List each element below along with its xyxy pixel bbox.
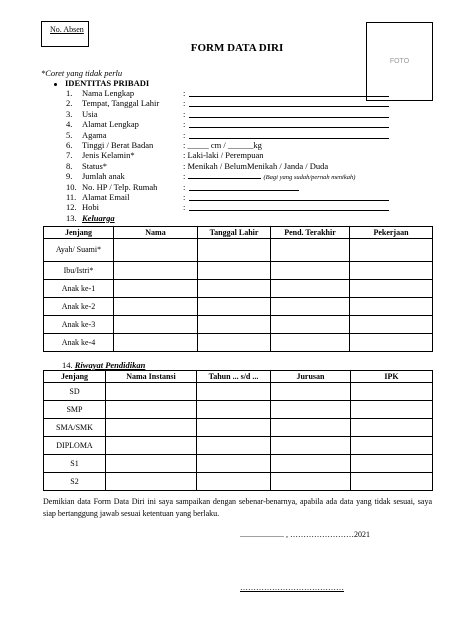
- table-row: [44, 383, 433, 401]
- field-colon: :: [183, 119, 186, 130]
- form-title: FORM DATA DIRI: [190, 42, 284, 54]
- place-date-line[interactable]: ...................... , ……………………2021: [240, 530, 370, 539]
- signature-line[interactable]: …………………………………: [240, 583, 344, 592]
- table-cell[interactable]: [351, 419, 433, 437]
- table-cell[interactable]: [350, 280, 433, 298]
- field-label: Alamat Lengkap: [82, 119, 139, 130]
- table-cell[interactable]: [198, 239, 271, 262]
- field-label: Hobi: [82, 202, 99, 213]
- field-number: 4.: [66, 119, 73, 130]
- field-input-line[interactable]: [189, 210, 389, 211]
- field-label: Status*: [82, 160, 108, 171]
- table-cell[interactable]: [198, 280, 271, 298]
- field-number: 6.: [66, 140, 73, 150]
- table-cell[interactable]: [198, 298, 271, 316]
- field-label: Alamat Email: [82, 192, 130, 202]
- table-cell[interactable]: [271, 262, 350, 280]
- family-table: [43, 226, 433, 352]
- field-input-line[interactable]: [189, 190, 299, 191]
- table-row: [44, 401, 433, 419]
- table-cell[interactable]: [114, 280, 198, 298]
- table-cell[interactable]: [351, 455, 433, 473]
- education-table-header: [44, 371, 433, 383]
- field-input-line[interactable]: [189, 127, 389, 128]
- column-header: Jenjang: [44, 227, 114, 239]
- row-label: SMA/SMK: [44, 419, 106, 437]
- family-table-header: [44, 227, 433, 239]
- field-number: 7.: [66, 150, 73, 161]
- field-input-line[interactable]: [189, 117, 389, 118]
- children-count-field[interactable]: [183, 171, 355, 183]
- table-row: [44, 455, 433, 473]
- column-header: Pend. Terakhir: [271, 227, 350, 239]
- children-note: (Bagi yang sudah/pernah menikah): [263, 174, 356, 182]
- table-cell[interactable]: [197, 383, 271, 401]
- education-heading: [62, 360, 145, 370]
- field-input-line[interactable]: [189, 200, 389, 201]
- table-cell[interactable]: [271, 401, 351, 419]
- table-cell[interactable]: [197, 437, 271, 455]
- field-label: Tempat, Tanggal Lahir: [82, 98, 160, 109]
- photo-placeholder: [366, 22, 433, 101]
- table-cell[interactable]: [114, 298, 198, 316]
- column-header: Jurusan: [271, 371, 351, 383]
- row-label: Anak ke-3: [44, 316, 114, 334]
- table-cell[interactable]: [351, 383, 433, 401]
- table-cell[interactable]: [106, 401, 197, 419]
- row-label: Anak ke-2: [44, 298, 114, 316]
- table-cell[interactable]: [106, 419, 197, 437]
- column-header: Jenjang: [44, 371, 106, 383]
- column-header: Tanggal Lahir: [198, 227, 271, 239]
- table-row: [44, 280, 433, 298]
- field-colon: :: [183, 88, 186, 98]
- absen-label: No. Absen: [50, 25, 84, 34]
- table-cell[interactable]: [271, 383, 351, 401]
- table-cell[interactable]: [114, 262, 198, 280]
- field-colon: :: [183, 108, 186, 119]
- table-cell[interactable]: [271, 239, 350, 262]
- field-number: 10.: [66, 181, 77, 192]
- table-cell[interactable]: [198, 334, 271, 352]
- table-cell[interactable]: [350, 316, 433, 334]
- bullet-icon: [54, 83, 57, 86]
- field-input-line[interactable]: [189, 138, 389, 139]
- table-cell[interactable]: [351, 437, 433, 455]
- table-cell[interactable]: [106, 383, 197, 401]
- row-label: Anak ke-4: [44, 334, 114, 352]
- table-cell[interactable]: [106, 437, 197, 455]
- field-colon: :: [183, 129, 186, 140]
- table-row: [44, 419, 433, 437]
- field-label: Jumlah anak: [82, 171, 125, 182]
- marital-status-options[interactable]: : Menikah / BelumMenikah / Janda / Duda: [183, 160, 329, 171]
- tinggi-berat-value[interactable]: : _____ cm / ______kg: [183, 140, 262, 150]
- identity-heading-text: IDENTITAS PRIBADI: [65, 78, 150, 88]
- table-cell[interactable]: [271, 473, 351, 491]
- field-label: Usia: [82, 108, 98, 119]
- row-label: S1: [44, 455, 106, 473]
- column-header: Pekerjaan: [350, 227, 433, 239]
- field-label: Agama: [82, 129, 107, 140]
- family-heading: Keluarga: [82, 212, 115, 223]
- field-label: Jenis Kelamin*: [82, 150, 135, 161]
- children-count-line[interactable]: [188, 171, 261, 179]
- field-label: No. HP / Telp. Rumah: [82, 181, 158, 192]
- table-row: [44, 437, 433, 455]
- field-colon: :: [183, 192, 186, 202]
- field-number: 2.: [66, 98, 73, 109]
- table-cell[interactable]: [197, 401, 271, 419]
- field-label: Tinggi / Berat Badan: [82, 140, 154, 150]
- field-input-line[interactable]: [189, 106, 389, 107]
- row-label: Ayah/ Suami*: [44, 239, 114, 262]
- row-label: SD: [44, 383, 106, 401]
- field-number: 9.: [66, 171, 73, 182]
- table-cell[interactable]: [351, 401, 433, 419]
- gender-options[interactable]: : Laki-laki / Perempuan: [183, 150, 264, 161]
- row-label: DIPLOMA: [44, 437, 106, 455]
- photo-label: FOTO: [389, 58, 410, 65]
- table-cell[interactable]: [271, 455, 351, 473]
- row-label: Anak ke-1: [44, 280, 114, 298]
- field-label: Nama Lengkap: [82, 88, 135, 98]
- table-cell[interactable]: [197, 473, 271, 491]
- field-number: 13.: [66, 212, 77, 223]
- table-cell[interactable]: [114, 239, 198, 262]
- field-colon: :: [183, 181, 186, 192]
- table-cell[interactable]: [197, 455, 271, 473]
- table-cell[interactable]: [198, 262, 271, 280]
- field-colon: :: [183, 171, 188, 182]
- field-number: 8.: [66, 160, 73, 171]
- field-colon: :: [183, 202, 186, 213]
- row-label: S2: [44, 473, 106, 491]
- table-cell[interactable]: [271, 334, 350, 352]
- strike-note: *Coret yang tidak perlu: [41, 68, 123, 78]
- table-cell[interactable]: [197, 419, 271, 437]
- table-row: [44, 334, 433, 352]
- table-cell[interactable]: [198, 316, 271, 334]
- column-header: Nama: [114, 227, 198, 239]
- field-input-line[interactable]: [189, 96, 389, 97]
- table-cell[interactable]: [106, 455, 197, 473]
- table-row: [44, 239, 433, 262]
- table-cell[interactable]: [350, 298, 433, 316]
- table-cell[interactable]: [350, 239, 433, 262]
- table-row: [44, 316, 433, 334]
- table-row: [44, 298, 433, 316]
- table-cell[interactable]: [106, 473, 197, 491]
- column-header: IPK: [351, 371, 433, 383]
- table-cell[interactable]: [114, 316, 198, 334]
- row-label: SMP: [44, 401, 106, 419]
- field-number: 5.: [66, 129, 73, 140]
- column-header: Tahun ... s/d ...: [197, 371, 271, 383]
- table-cell[interactable]: [114, 334, 198, 352]
- table-row: [44, 262, 433, 280]
- column-header: Nama Instansi: [106, 371, 197, 383]
- field-number: 11.: [66, 192, 77, 202]
- table-cell[interactable]: [351, 473, 433, 491]
- row-label: Ibu/Istri*: [44, 262, 114, 280]
- field-colon: :: [183, 98, 186, 109]
- field-number: 12.: [66, 202, 77, 213]
- education-heading-text: Riwayat Pendidikan: [74, 360, 146, 370]
- table-row: [44, 473, 433, 491]
- field-number: 3.: [66, 108, 73, 119]
- table-cell[interactable]: [271, 437, 351, 455]
- table-cell[interactable]: [350, 262, 433, 280]
- identity-heading: [54, 78, 149, 88]
- table-cell[interactable]: [271, 316, 350, 334]
- table-cell[interactable]: [271, 298, 350, 316]
- education-table: [43, 370, 433, 491]
- table-cell[interactable]: [350, 334, 433, 352]
- field-number: 1.: [66, 88, 73, 98]
- table-cell[interactable]: [271, 280, 350, 298]
- table-cell[interactable]: [271, 419, 351, 437]
- declaration-statement: Demikian data Form Data Diri ini saya sampaikan dengan sebenar-benarnya, apabila ada data yang tidak sesuai, saya siap bertanggung jawab sesuai ketentuan yang berlaku.: [43, 497, 432, 518]
- education-heading-number: 14.: [62, 360, 73, 370]
